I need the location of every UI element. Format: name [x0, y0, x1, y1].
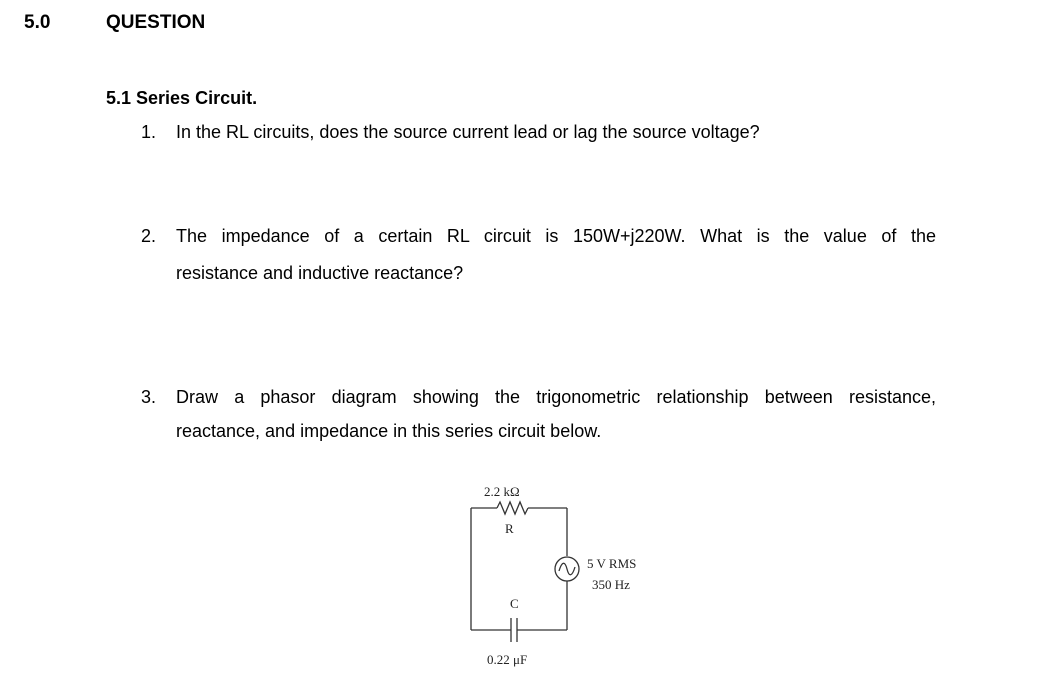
section-title: QUESTION	[106, 12, 206, 33]
question-1-text: In the RL circuits, does the source current lead or lag the source voltage?	[176, 122, 760, 142]
capacitor-label: C	[510, 596, 519, 611]
section-number: 5.0	[24, 12, 51, 33]
source-frequency: 350 Hz	[592, 577, 630, 592]
resistor-label: R	[505, 521, 514, 536]
question-1-number: 1.	[141, 122, 157, 142]
question-2-text-line-1: The impedance of a certain RL circuit is 150W+j220W. What is the value of the	[176, 226, 936, 246]
resistor-symbol	[497, 502, 528, 514]
sine-wave-icon	[559, 563, 575, 575]
resistor-value: 2.2 kΩ	[484, 484, 520, 499]
capacitor-value: 0.22 μF	[487, 652, 528, 667]
question-3-number: 3.	[141, 387, 157, 407]
question-3-text-line-1: Draw a phasor diagram showing the trigonometric relationship between resistance,	[176, 387, 936, 407]
subsection-title: 5.1 Series Circuit.	[106, 88, 258, 108]
question-2-text-line-2: resistance and inductive reactance?	[176, 263, 464, 283]
question-3-text-line-2: reactance, and impedance in this series circuit below.	[176, 421, 602, 441]
question-2-number: 2.	[141, 226, 157, 246]
source-voltage: 5 V RMS	[587, 556, 637, 571]
